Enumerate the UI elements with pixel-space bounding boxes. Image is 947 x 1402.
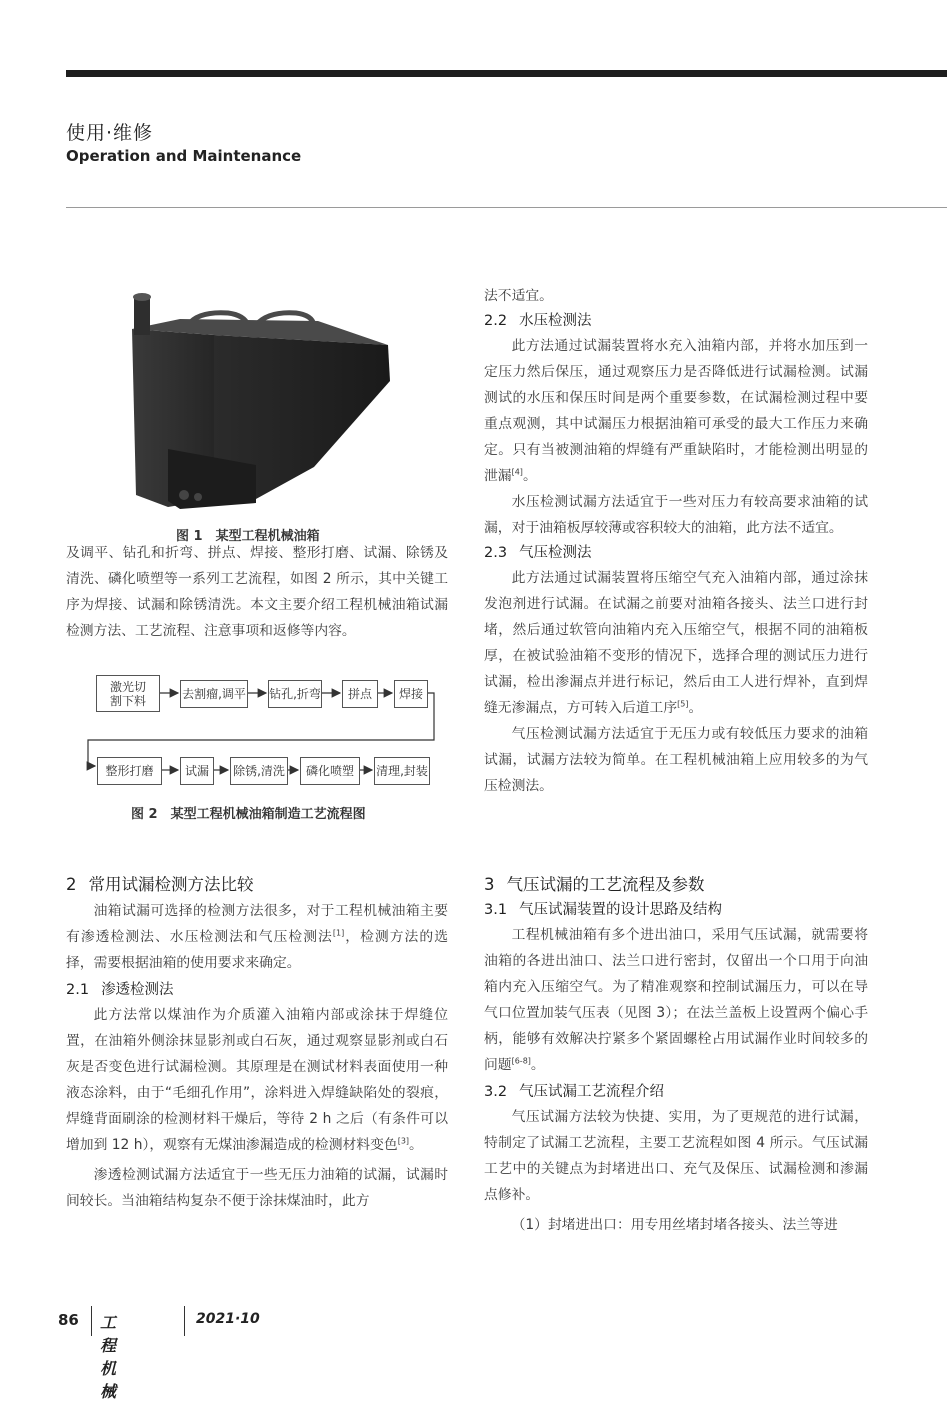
section-title-cn: 使用·维修 — [66, 122, 154, 144]
issue-number: 2021·10 — [196, 1311, 260, 1327]
section-3-1-text-end: 。 — [530, 1057, 545, 1073]
footer-divider — [91, 1306, 92, 1336]
section-2-paragraph — [66, 898, 448, 976]
section-2-2-title: 水压检测法 — [519, 313, 592, 329]
section-3-2-title: 气压试漏工艺流程介绍 — [519, 1084, 665, 1100]
section-3-1-number: 3.1 — [484, 902, 508, 918]
section-2-1-paragraph-1 — [66, 1002, 448, 1158]
section-2-2-number: 2.2 — [484, 313, 508, 329]
section-3-title: 气压试漏的工艺流程及参数 — [506, 875, 705, 894]
flow-step-shaping-grinding: 整形打磨 — [97, 757, 162, 785]
section-2-heading — [66, 872, 448, 898]
section-2-title: 常用试漏检测方法比较 — [88, 875, 254, 894]
flow-step-phosphating-spraying: 磷化喷塑 — [300, 757, 360, 785]
citation: [1] — [332, 928, 345, 938]
flow-step-leak-test: 试漏 — [180, 757, 214, 785]
fuel-tank-photo — [128, 289, 450, 513]
section-3-2-paragraph-2: （1）封堵进出口：用专用丝堵封堵各接头、法兰等进 — [511, 1217, 838, 1233]
section-2-text: 油箱试漏可选择的检测方法很多，对于工程机械油箱主要有渗透检测法、水压检测法和气压检测法 — [66, 903, 448, 945]
section-2-text-end: ，检测方法的选择，需要根据油箱的使用要求来确定。 — [66, 929, 449, 971]
section-2-3-paragraph-1 — [484, 565, 868, 721]
section-2-1-heading — [66, 978, 448, 1002]
section-3-2-number: 3.2 — [484, 1084, 508, 1100]
citation: [5] — [677, 699, 689, 709]
section-3-2-heading — [484, 1080, 868, 1104]
section-3-2-paragraph-1: 气压试漏方法较为快捷、实用，为了更规范的进行试漏，特制定了试漏工艺流程，主要工艺流程如图 4 所示。气压试漏工艺中的关键点为封堵进出口、充气及保压、试漏检测和渗漏点修补。 — [484, 1109, 868, 1203]
section-2-3-heading — [484, 541, 868, 565]
figure-1-caption: 图 1 某型工程机械油箱 — [176, 529, 320, 544]
figure-2-caption: 图 2 某型工程机械油箱制造工艺流程图 — [131, 807, 366, 822]
section-3-1-title: 气压试漏装置的设计思路及结构 — [519, 902, 723, 918]
section-2-1-number: 2.1 — [66, 982, 90, 998]
section-2-1-title: 渗透检测法 — [101, 982, 174, 998]
section-3-heading — [484, 872, 868, 898]
section-3-1-paragraph — [484, 922, 868, 1078]
continued-text: 法不适宜。 — [484, 288, 553, 304]
citation: [6-8] — [511, 1056, 531, 1066]
section-3-1-text: 工程机械油箱有多个进出油口，采用气压试漏，就需要将油箱的各进出油口、法兰口进行密封，仅留出一个口用于向油箱内充入压缩空气。为了精准观察和控制试漏压力，可以在导气口位置加装气压表（见图 3）；在法兰盖板上设置两个偏心手柄，能够有效解决拧紧多个紧固螺栓占用试漏作业时间较多的问题 — [484, 927, 868, 1073]
section-2-1-paragraph-2: 渗透检测试漏方法适宜于一些无压力油箱的试漏，试漏时间较长。当油箱结构复杂不便于涂抹煤油时，此方 — [66, 1167, 448, 1209]
section-2-number: 2 — [66, 875, 77, 894]
section-2-2-paragraph-1 — [484, 333, 868, 489]
header-rule-thick — [66, 70, 947, 77]
section-2-3-title: 气压检测法 — [519, 545, 592, 561]
section-2-2-text: 此方法通过试漏装置将水充入油箱内部，并将水加压到一定压力然后保压，通过观察压力是否降低进行试漏检测。试漏测试的水压和保压时间是两个重要参数，在试漏检测过程中要重点观测，其中试漏压力根据油箱可承受的最大工作压力来确定。只有当被测油箱的焊缝有严重缺陷时，才能检测出明显的泄漏 — [484, 338, 868, 484]
right-column-section-3 — [484, 872, 868, 1238]
citation: [3] — [397, 1136, 410, 1146]
section-title-en: Operation and Maintenance — [66, 147, 302, 165]
section-2-2-heading — [484, 309, 868, 333]
flow-step-clean-package: 清理,封装 — [374, 757, 430, 785]
flow-step-tack-assembly: 拼点 — [342, 680, 378, 708]
flow-step-derust-cleaning: 除锈,清洗 — [230, 757, 288, 785]
section-2-3-number: 2.3 — [484, 545, 508, 561]
section-2-1-text: 此方法常以煤油作为介质灌入油箱内部或涂抹于焊缝位置，在油箱外侧涂抹显影剂或白石灰，通过观察显影剂或白石灰是否变色进行试漏检测。其原理是在测试材料表面使用一种液态涂料，由于“毛细孔作用”，涂料进入焊缝缺陷处的裂痕，焊缝背面刷涂的检测材料干燥后，等待 2 h 之后（有条件可以增加到 12 h），观察有无煤油渗漏造成的检测材料变色 — [66, 1007, 448, 1153]
footer-divider — [184, 1306, 185, 1336]
left-column — [66, 540, 448, 644]
section-2-2-paragraph-2: 水压检测试漏方法适宜于一些对压力有较高要求油箱的试漏，对于油箱板厚较薄或容积较大的油箱，此方法不适宜。 — [484, 494, 868, 536]
journal-name: 工程机械 — [100, 1313, 119, 1401]
citation: [4] — [511, 467, 523, 477]
section-2-1-text-end: 。 — [409, 1137, 423, 1153]
flow-step-laser-cutting: 激光切 割下料 — [96, 675, 160, 712]
section-2-3-text: 此方法通过试漏装置将压缩空气充入油箱内部，通过涂抹发泡剂进行试漏。在试漏之前要对油箱各接头、法兰口进行封堵，然后通过软管向油箱内充入压缩空气，根据不同的油箱板厚，在被试验油箱不变形的情况下，选择合理的测试压力进行试漏，检出渗漏点并进行标记，然后由工人进行焊补，直到焊缝无渗漏点，方可转入后道工序 — [484, 570, 868, 716]
right-column — [484, 283, 868, 799]
header-rule-thin — [66, 207, 947, 208]
flow-step-welding: 焊接 — [394, 680, 428, 708]
flow-step-drilling-bending: 钻孔,折弯 — [268, 680, 322, 708]
section-3-1-heading — [484, 898, 868, 922]
intro-paragraph: 及调平、钻孔和折弯、拼点、焊接、整形打磨、试漏、除锈及清洗、磷化喷塑等一系列工艺流程，如图 2 所示，其中关键工序为焊接、试漏和除锈清洗。本文主要介绍工程机械油箱试漏检测方法、工艺流程、注意事项和返修等内容。 — [66, 545, 448, 639]
flow-step-deburr-leveling: 去割瘤,调平 — [180, 680, 248, 708]
section-2-3-text-end: 。 — [688, 700, 703, 716]
section-2-2-text-end: 。 — [522, 468, 537, 484]
section-3-number: 3 — [484, 875, 495, 894]
section-2-3-paragraph-2: 气压检测试漏方法适宜于无压力或有较低压力要求的油箱试漏，试漏方法较为简单。在工程机械油箱上应用较多的为气压检测法。 — [484, 726, 868, 794]
page-number: 86 — [58, 1311, 79, 1329]
left-column-section-2 — [66, 872, 448, 1214]
